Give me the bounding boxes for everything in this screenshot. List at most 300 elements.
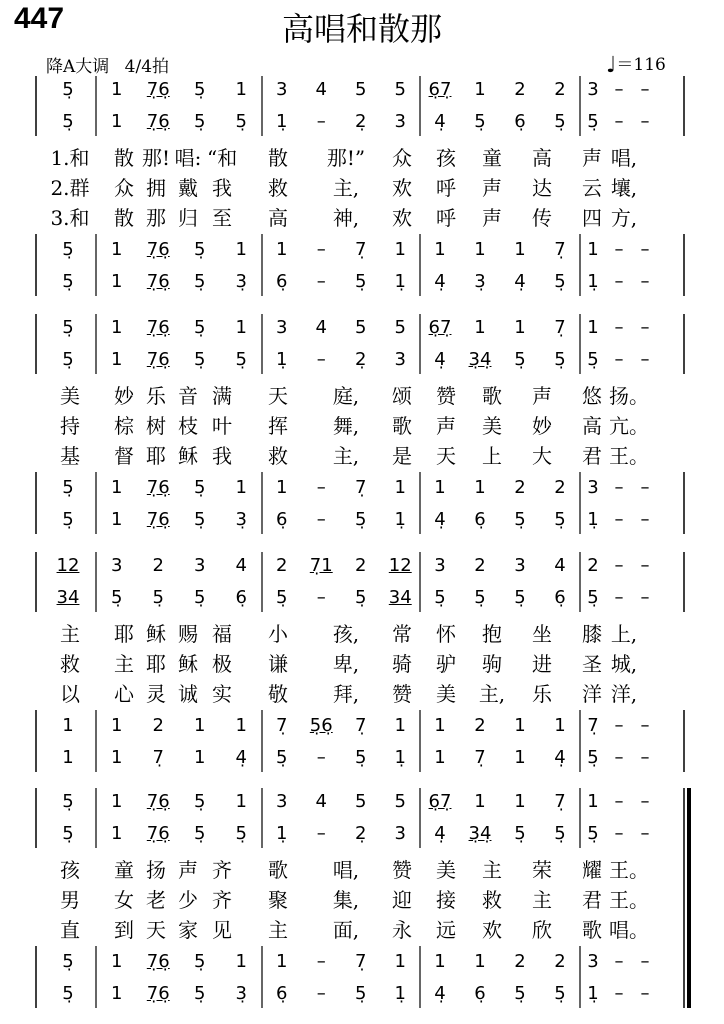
lyric-syllable: 心 xyxy=(114,682,134,706)
soprano-note: 1 xyxy=(587,317,599,338)
bass-note: 5̣ xyxy=(355,747,367,768)
alto-note: 5̣ xyxy=(62,823,74,844)
tenor-note: 1 xyxy=(235,951,247,972)
bass-note: – xyxy=(640,509,650,530)
soprano-note: 3 xyxy=(194,555,206,576)
lyric-syllable: 稣 xyxy=(178,652,198,676)
lyric-syllable: 坐 xyxy=(532,622,552,646)
bass-note: 5̣ xyxy=(554,271,566,292)
tenor-note: 1 xyxy=(394,951,406,972)
alto-note: 5̣ xyxy=(235,111,247,132)
alto-note: – xyxy=(640,349,650,370)
alto-note: 5̣ xyxy=(194,823,206,844)
lyric-syllable: 歌 xyxy=(482,384,502,408)
alto-note: 5̣ xyxy=(554,823,566,844)
tenor-note: 7̣ xyxy=(355,239,367,260)
soprano-note: 1 xyxy=(111,791,123,812)
alto-note: 6̣ xyxy=(554,587,566,608)
lyric-syllable: 高 xyxy=(532,146,552,170)
soprano-note: 5 xyxy=(355,791,367,812)
lyric-syllable: 主 xyxy=(482,858,502,882)
bass-note: 1 xyxy=(434,747,446,768)
lyric-syllable: 督 xyxy=(114,444,134,468)
lyric-syllable: 洋 xyxy=(582,682,602,706)
alto-note: 2̣ xyxy=(355,349,367,370)
bass-note: 3̣ xyxy=(235,983,247,1004)
lyric-syllable: 那 xyxy=(146,206,166,230)
soprano-note: 4 xyxy=(315,317,327,338)
bass-note: 7̣ xyxy=(152,747,164,768)
lyric-syllable: 3.和 xyxy=(50,206,90,230)
soprano-note: 1 xyxy=(587,791,599,812)
bass-note: – xyxy=(614,747,624,768)
alto-note: 5̣ xyxy=(514,823,526,844)
lyric-syllable: 集, xyxy=(332,888,360,912)
lyric-syllable: 那! xyxy=(141,146,171,170)
alto-note: 5̣ xyxy=(276,587,288,608)
lyric-syllable: 散 xyxy=(268,146,288,170)
alto-note: 1 xyxy=(111,823,123,844)
bass-note: 7̣6̣ xyxy=(146,983,170,1004)
lyric-syllable: 天 xyxy=(436,444,456,468)
soprano-note: 2 xyxy=(474,555,486,576)
lyric-syllable: 赐 xyxy=(178,622,198,646)
lyric-syllable: 接 xyxy=(436,888,456,912)
soprano-note: 3 xyxy=(514,555,526,576)
soprano-note: 3 xyxy=(587,79,599,100)
lyric-syllable: 歌 xyxy=(268,858,288,882)
tenor-note: – xyxy=(316,477,326,498)
bass-note: 7̣6̣ xyxy=(146,271,170,292)
lyric-syllable: 主 xyxy=(60,622,80,646)
bass-note: 5̣ xyxy=(355,509,367,530)
soprano-note: 5̣ xyxy=(194,79,206,100)
tenor-note: 7̣6̣ xyxy=(146,239,170,260)
bass-note: 1̣ xyxy=(587,983,599,1004)
soprano-note: 12 xyxy=(388,555,412,576)
bass-note: 3̣ xyxy=(474,271,486,292)
lyric-syllable: 天 xyxy=(146,918,166,942)
lyric-syllable: 驴 xyxy=(436,652,456,676)
alto-note: 1̣ xyxy=(276,111,288,132)
soprano-note: 3 xyxy=(276,79,288,100)
tenor-note: 1 xyxy=(111,477,123,498)
soprano-note: 5̣ xyxy=(194,791,206,812)
lyric-syllable: 是 xyxy=(392,444,412,468)
tenor-note: 2 xyxy=(474,715,486,736)
lyric-syllable: 诚 xyxy=(178,682,198,706)
lyric-syllable: 进 xyxy=(532,652,552,676)
lyric-syllable: 远 xyxy=(436,918,456,942)
tenor-note: – xyxy=(614,477,624,498)
soprano-note: 6̣7̣ xyxy=(428,317,452,338)
lyric-syllable: 到 xyxy=(114,918,134,942)
lyric-syllable: 庭, xyxy=(332,384,360,408)
lyric-syllable: “和 xyxy=(207,146,238,170)
bass-note: 1̣ xyxy=(394,983,406,1004)
bass-note: 5̣ xyxy=(554,983,566,1004)
lyric-syllable: 赞 xyxy=(392,858,412,882)
tenor-note: 2 xyxy=(554,951,566,972)
tenor-note: 7̣6̣ xyxy=(146,477,170,498)
lyric-syllable: 欣 xyxy=(532,918,552,942)
tenor-note: 1 xyxy=(194,715,206,736)
alto-note: – xyxy=(316,111,326,132)
alto-note: 5̣ xyxy=(62,349,74,370)
tenor-note: – xyxy=(316,239,326,260)
soprano-note: 5 xyxy=(355,79,367,100)
tenor-note: 1 xyxy=(394,239,406,260)
soprano-note: 5̣ xyxy=(194,317,206,338)
alto-note: 1 xyxy=(111,111,123,132)
soprano-note: 1 xyxy=(235,317,247,338)
lyric-syllable: 灵 xyxy=(146,682,166,706)
lyric-syllable: 齐 xyxy=(212,858,232,882)
lyric-syllable: 我 xyxy=(212,444,232,468)
soprano-note: 5 xyxy=(355,317,367,338)
alto-note: 5̣ xyxy=(111,587,123,608)
lyric-syllable: 童 xyxy=(114,858,134,882)
tenor-note: 1 xyxy=(276,951,288,972)
soprano-note: 2 xyxy=(152,555,164,576)
tenor-note: 1 xyxy=(276,477,288,498)
bass-note: – xyxy=(614,509,624,530)
alto-note: 6̣ xyxy=(514,111,526,132)
lyric-syllable: 满 xyxy=(212,384,232,408)
lyric-syllable: 美 xyxy=(436,682,456,706)
bass-note: 5̣ xyxy=(514,983,526,1004)
soprano-note: – xyxy=(640,555,650,576)
tenor-note: 1 xyxy=(394,715,406,736)
bass-note: – xyxy=(316,983,326,1004)
alto-note: 4̣ xyxy=(434,349,446,370)
lyric-syllable: 传 xyxy=(532,206,552,230)
lyric-syllable: 敬 xyxy=(268,682,288,706)
tenor-note: 7̣ xyxy=(276,715,288,736)
bass-note: – xyxy=(640,271,650,292)
alto-note: 5̣ xyxy=(235,349,247,370)
lyric-syllable: 戴 xyxy=(178,176,198,200)
alto-note: 5̣ xyxy=(514,587,526,608)
soprano-note: 1 xyxy=(235,791,247,812)
tenor-note: 1 xyxy=(434,715,446,736)
lyric-syllable: 聚 xyxy=(268,888,288,912)
soprano-note: 1 xyxy=(474,317,486,338)
alto-note: 5̣ xyxy=(194,111,206,132)
tenor-note: 1 xyxy=(235,477,247,498)
lyric-syllable: 面, xyxy=(332,918,360,942)
lyric-syllable: 小 xyxy=(268,622,288,646)
lyric-syllable: 以 xyxy=(60,682,80,706)
tenor-note: – xyxy=(640,477,650,498)
lyric-syllable: 歌 xyxy=(392,414,412,438)
bass-note: 3̣ xyxy=(235,509,247,530)
lyric-syllable: 亢。 xyxy=(609,414,649,438)
bass-note: 1 xyxy=(111,271,123,292)
lyric-syllable: 实 xyxy=(212,682,232,706)
lyric-syllable: 叶 xyxy=(212,414,232,438)
lyric-syllable: 声 xyxy=(482,176,502,200)
lyric-syllable: 见 xyxy=(212,918,232,942)
tenor-note: 1 xyxy=(111,951,123,972)
lyric-syllable: 洋, xyxy=(610,682,638,706)
lyric-syllable: 童 xyxy=(482,146,502,170)
hymn-number: 447 xyxy=(14,2,65,35)
lyric-syllable: 女 xyxy=(114,888,134,912)
bass-note: 6̣ xyxy=(474,983,486,1004)
bass-note: 1 xyxy=(111,509,123,530)
lyric-syllable: 男 xyxy=(60,888,80,912)
soprano-note: 2 xyxy=(554,79,566,100)
lyric-syllable: 孩, xyxy=(332,622,360,646)
tenor-note: 1 xyxy=(554,715,566,736)
tenor-note: 5̣6̣ xyxy=(309,715,333,736)
alto-note: – xyxy=(614,587,624,608)
tenor-note: 7̣ xyxy=(355,715,367,736)
tenor-note: – xyxy=(316,951,326,972)
bass-note: 1̣ xyxy=(587,271,599,292)
lyric-syllable: 至 xyxy=(212,206,232,230)
lyric-syllable: 常 xyxy=(392,622,412,646)
bass-note: 5̣ xyxy=(62,509,74,530)
lyric-syllable: 唱。 xyxy=(609,918,649,942)
tenor-note: 5̣ xyxy=(194,239,206,260)
bass-note: 4̣ xyxy=(554,747,566,768)
lyric-syllable: 孩 xyxy=(60,858,80,882)
tenor-note: 1 xyxy=(276,239,288,260)
lyric-syllable: 救 xyxy=(268,444,288,468)
tenor-note: 2 xyxy=(152,715,164,736)
lyric-syllable: 驹 xyxy=(482,652,502,676)
lyric-syllable: 2.群 xyxy=(50,176,90,200)
lyric-syllable: 王。 xyxy=(609,444,649,468)
soprano-note: 1 xyxy=(474,79,486,100)
tenor-note: 2 xyxy=(554,477,566,498)
tenor-note: 7̣ xyxy=(587,715,599,736)
soprano-note: 2 xyxy=(276,555,288,576)
lyric-syllable: 赞 xyxy=(392,682,412,706)
lyric-syllable: 高 xyxy=(582,414,602,438)
alto-note: 34 xyxy=(56,587,80,608)
alto-note: 1̣ xyxy=(276,349,288,370)
bass-note: – xyxy=(316,747,326,768)
alto-note: 5̣ xyxy=(474,111,486,132)
lyric-syllable: 城, xyxy=(610,652,638,676)
lyric-syllable: 救 xyxy=(482,888,502,912)
bass-note: 6̣ xyxy=(474,509,486,530)
soprano-note: – xyxy=(614,317,624,338)
lyric-syllable: 王。 xyxy=(609,888,649,912)
alto-note: 1̣ xyxy=(276,823,288,844)
lyric-syllable: 妙 xyxy=(532,414,552,438)
lyric-syllable: 拥 xyxy=(146,176,166,200)
lyric-syllable: 迎 xyxy=(392,888,412,912)
alto-note: 5̣ xyxy=(434,587,446,608)
alto-note: – xyxy=(640,587,650,608)
tenor-note: 1 xyxy=(474,477,486,498)
bass-note: 1 xyxy=(62,747,74,768)
soprano-note: – xyxy=(614,555,624,576)
tenor-note: 3 xyxy=(587,477,599,498)
bass-note: 1 xyxy=(194,747,206,768)
lyric-syllable: 耶 xyxy=(146,652,166,676)
bass-note: 4̣ xyxy=(434,983,446,1004)
alto-note: – xyxy=(316,349,326,370)
lyric-syllable: 谦 xyxy=(268,652,288,676)
alto-note: 5̣ xyxy=(587,111,599,132)
soprano-note: 1 xyxy=(111,79,123,100)
lyric-syllable: 救 xyxy=(268,176,288,200)
bass-note: 5̣ xyxy=(194,271,206,292)
alto-note: 5̣ xyxy=(194,587,206,608)
lyric-syllable: 持 xyxy=(60,414,80,438)
lyric-syllable: 歌 xyxy=(582,918,602,942)
tenor-note: 3 xyxy=(587,951,599,972)
lyric-syllable: 散 xyxy=(114,146,134,170)
lyric-syllable: 君 xyxy=(582,888,602,912)
soprano-note: 5̣ xyxy=(62,79,74,100)
lyric-syllable: 主 xyxy=(268,918,288,942)
lyric-syllable: 膝 xyxy=(582,622,602,646)
lyric-syllable: 欢 xyxy=(482,918,502,942)
lyric-syllable: 枝 xyxy=(178,414,198,438)
soprano-note: 3 xyxy=(111,555,123,576)
alto-note: 5̣ xyxy=(554,111,566,132)
tenor-note: 7̣ xyxy=(355,951,367,972)
bass-note: – xyxy=(614,271,624,292)
alto-note: 1 xyxy=(111,349,123,370)
alto-note: 5̣ xyxy=(587,823,599,844)
alto-note: 3 xyxy=(394,349,406,370)
soprano-note: 3 xyxy=(434,555,446,576)
bass-note: – xyxy=(640,747,650,768)
lyric-syllable: 美 xyxy=(482,414,502,438)
lyric-syllable: 怀 xyxy=(436,622,456,646)
tenor-note: 7̣ xyxy=(355,477,367,498)
alto-note: 5̣ xyxy=(587,587,599,608)
lyric-syllable: 美 xyxy=(60,384,80,408)
lyric-syllable: 扬 xyxy=(146,858,166,882)
alto-note: 34 xyxy=(388,587,412,608)
bass-note: 7̣6̣ xyxy=(146,509,170,530)
soprano-note: 1 xyxy=(235,79,247,100)
soprano-note: – xyxy=(614,791,624,812)
alto-note: 4̣ xyxy=(434,111,446,132)
lyric-syllable: 齐 xyxy=(212,888,232,912)
hymn-title: 高唱和散那 xyxy=(281,10,442,48)
soprano-note: 12 xyxy=(56,555,80,576)
lyric-syllable: 大 xyxy=(532,444,552,468)
bass-note: 3̣ xyxy=(235,271,247,292)
soprano-note: 7̣6̣ xyxy=(146,791,170,812)
bass-note: – xyxy=(316,509,326,530)
soprano-note: – xyxy=(640,791,650,812)
bass-note: 7̣ xyxy=(474,747,486,768)
alto-note: 6̣ xyxy=(235,587,247,608)
bass-note: 5̣ xyxy=(194,509,206,530)
lyric-syllable: 棕 xyxy=(114,414,134,438)
alto-note: 3 xyxy=(394,111,406,132)
lyric-syllable: 挥 xyxy=(268,414,288,438)
alto-note: – xyxy=(640,111,650,132)
lyric-syllable: 极 xyxy=(212,652,232,676)
lyric-syllable: 声 xyxy=(178,858,198,882)
soprano-note: – xyxy=(614,79,624,100)
lyric-syllable: 云 xyxy=(582,176,602,200)
tenor-note: 1 xyxy=(434,239,446,260)
tenor-note: 1 xyxy=(235,239,247,260)
soprano-note: 5 xyxy=(394,79,406,100)
tenor-note: – xyxy=(640,951,650,972)
lyric-syllable: 主 xyxy=(532,888,552,912)
tenor-note: 5̣ xyxy=(62,951,74,972)
soprano-note: 4 xyxy=(554,555,566,576)
bass-note: 6̣ xyxy=(276,983,288,1004)
tenor-note: 7̣6̣ xyxy=(146,951,170,972)
bass-note: 1̣ xyxy=(394,271,406,292)
alto-note: 2̣ xyxy=(355,823,367,844)
lyric-syllable: 四 xyxy=(582,206,602,230)
bass-note: – xyxy=(614,983,624,1004)
lyric-syllable: 欢 xyxy=(392,206,412,230)
soprano-note: 1 xyxy=(111,317,123,338)
alto-note: – xyxy=(316,823,326,844)
bass-note: 1̣ xyxy=(587,509,599,530)
lyric-syllable: 1.和 xyxy=(50,146,90,170)
soprano-note: 7̣ xyxy=(554,317,566,338)
lyric-syllable: 声 xyxy=(532,384,552,408)
lyric-syllable: 孩 xyxy=(436,146,456,170)
lyric-syllable: 家 xyxy=(178,918,198,942)
soprano-note: 4 xyxy=(235,555,247,576)
soprano-note: 3 xyxy=(276,317,288,338)
soprano-note: 7̣6̣ xyxy=(146,79,170,100)
alto-note: 5̣ xyxy=(62,111,74,132)
soprano-note: 5̣ xyxy=(62,791,74,812)
lyric-syllable: 稣 xyxy=(146,622,166,646)
lyric-syllable: 颂 xyxy=(392,384,412,408)
lyric-syllable: 抱 xyxy=(482,622,502,646)
lyric-syllable: 上 xyxy=(482,444,502,468)
lyric-syllable: 骑 xyxy=(392,652,412,676)
lyric-syllable: 欢 xyxy=(392,176,412,200)
lyric-syllable: 呼 xyxy=(436,206,456,230)
lyric-syllable: 扬。 xyxy=(609,384,649,408)
lyric-syllable: 耶 xyxy=(146,444,166,468)
lyric-syllable: 稣 xyxy=(178,444,198,468)
alto-note: 5̣ xyxy=(152,587,164,608)
lyric-syllable: 直 xyxy=(60,918,80,942)
bass-note: – xyxy=(640,983,650,1004)
tenor-note: 1 xyxy=(394,477,406,498)
soprano-note: 3 xyxy=(276,791,288,812)
bass-note: 4̣ xyxy=(434,271,446,292)
bass-note: 6̣ xyxy=(276,509,288,530)
lyric-syllable: 圣 xyxy=(582,652,602,676)
lyric-syllable: 王。 xyxy=(609,858,649,882)
tenor-note: 1 xyxy=(514,715,526,736)
bass-note: 5̣ xyxy=(276,747,288,768)
tenor-note: 1 xyxy=(111,715,123,736)
tenor-note: 5̣ xyxy=(194,477,206,498)
lyric-syllable: 声 xyxy=(482,206,502,230)
lyric-syllable: 赞 xyxy=(436,384,456,408)
bass-note: 5̣ xyxy=(62,983,74,1004)
tenor-note: 1 xyxy=(434,477,446,498)
bass-note: – xyxy=(316,271,326,292)
lyric-syllable: 主 xyxy=(114,652,134,676)
lyric-syllable: 唱, xyxy=(332,858,360,882)
